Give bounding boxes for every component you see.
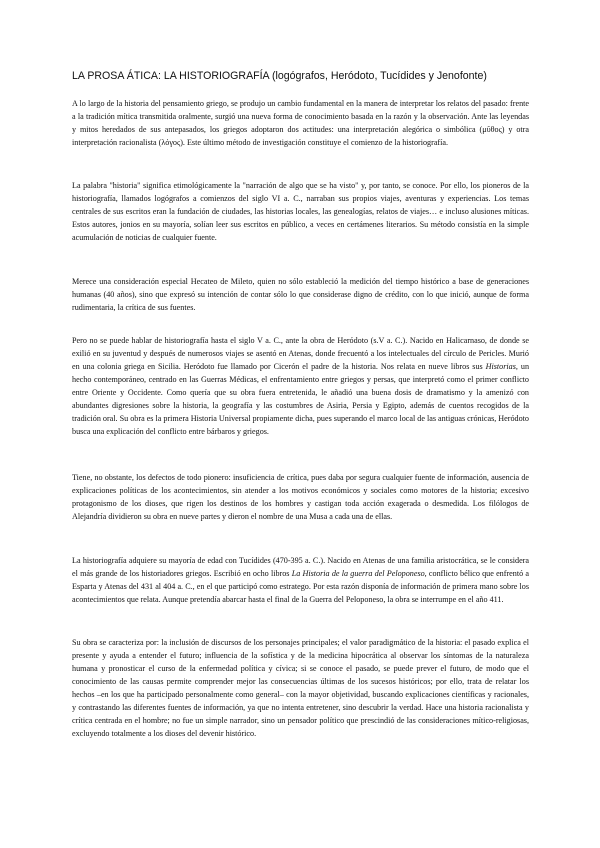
paragraph-herodoto-defectos: Tiene, no obstante, los defectos de todo pionero: insuficiencia de crítica, pues daba por segura cualquier fuente de información, ausencia de explicaciones políticas de los acontecimientos, sin atender a los motivos económicos y sociales como motores de la historia; excesivo protagonismo de los dioses, que rigen los destinos de los hombres y castigan toda acción exagerada o desmedida. Los filólogos de Alejandría dividieron su obra en nueve partes y dieron el nombre de una Musa a cada una de ellas. <box>72 473 529 522</box>
paragraph-hecateo: Merece una consideración especial Hecateo de Mileto, quien no sólo estableció la medición del tiempo histórico a base de generaciones humanas (40 años), sino que expresó su intención de contar sólo lo que considerase digno de crédito, con lo que inició, aunque de forma rudimentaria, la crítica de sus fuentes. <box>72 277 529 313</box>
tucidides-work-title: La Historia de la guerra del Peloponeso <box>291 569 425 579</box>
paragraph-tucidides <box>72 554 529 606</box>
document-title: LA PROSA ÁTICA: LA HISTORIOGRAFÍA (logógrafos, Heródoto, Tucídides y Jenofonte) <box>72 70 487 82</box>
paragraph-intro: A lo largo de la historia del pensamiento griego, se produjo un cambio fundamental en la manera de interpretar los relatos del pasado: frente a la tradición mítica transmitida oralmente, surgió una nueva forma de conocimiento basada en la razón y la observación. Ante las leyendas y mitos heredados de sus antepasados, los griegos adoptaron dos actitudes: una interpretación alegórica o simbólica (μῦθος) y otra interpretación racionalista (λόγος). Este último método de investigación constituye el comienzo de la historiografía. <box>72 99 529 148</box>
paragraph-herodoto <box>72 334 529 438</box>
paragraph-logografos: La palabra "historia" significa etimológicamente la "narración de algo que se ha visto" y, por tanto, se conoce. Por ello, los pioneros de la historiografía, llamados logógrafos a comienzos del siglo VI a. C., narraban sus propios viajes, aventuras y experiencias. Los temas centrales de sus escritos eran la fundación de ciudades, las historias locales, las genealogías, relatos de viajes… e incluso alusiones míticas. Estos autores, jonios en su mayoría, solían leer sus escritos en público, a veces en certámenes literarios. Su método consistía en la simple acumulación de noticias de cualquier fuente. <box>72 181 529 243</box>
herodoto-work-title: Historias <box>485 362 516 372</box>
paragraph-tucidides-obra: Su obra se caracteriza por: la inclusión de discursos de los personajes principales; el valor paradigmático de la historia: el pasado explica el presente y ayuda a entender el futuro; influencia de la sofística y de la medicina hipocrática al observar los síntomas de la naturaleza humana y pronosticar el curso de la enfermedad política y cívica; si se conoce el pasado, se puede prever el futuro, de modo que el conocimiento de las causas permite comprender mejor las consecuencias últimas de los sucesos históricos; por ello, trata de relatar los hechos –en los que ha participado personalmente como general– con la mayor objetividad, buscando explicaciones científicas y racionales, y contrastando las diferentes fuentes de información, ya que no intenta entretener, sino descubrir la verdad. Hace una historia racionalista y crítica centrada en el hombre; no fue un simple narrador, sino un pensador político que prescindió de las consideraciones mítico-religiosas, excluyendo totalmente a los dioses del devenir histórico. <box>72 638 529 739</box>
tucidides-text-start: La historiografía adquiere su mayoría de edad con Tucídides (470-395 a. C.). Nacido en Atenas de una familia aristocrática, se le considera el más grande de los historiadores griegos. Escribió en ocho libros <box>72 556 529 579</box>
herodoto-text-start: Pero no se puede hablar de historiografía hasta el siglo V a. C., ante la obra de Heródoto (s.V a. C.). Nacido en Halicarnaso, de donde se exilió en su juventud y después de numerosos viajes se asentó en Atenas, donde frecuentó a los intelectuales del círculo de Pericles. Murió en una colonia griega en Sicilia. Heródoto fue llamado por Cicerón el padre de la historia. Nos relata en nueve libros sus <box>72 336 529 372</box>
tucidides-text-end: , conflicto bélico que enfrentó a Esparta y Atenas del 431 al 404 a. C., en el que participó como estratego. Por esta razón disponía de información de primera mano sobre los acontecimientos que relata. Aunque pretendía abarcar hasta el final de la Guerra del Peloponeso, la obra se interrumpe en el año 411. <box>72 569 529 605</box>
herodoto-text-end: , un hecho contemporáneo, centrado en las Guerras Médicas, el enfrentamiento entre griegos y persas, que interpretó como el primer conflicto entre Oriente y Occidente. Como quería que su obra fuera entretenida, le añadió una buena dosis de dramatismo y la amenizó con abundantes digresiones sobre la historia, la geografía y las costumbres de Asiria, Persia y Egipto, además de cuentos recogidos de la tradición oral. Su obra es la primera Historia Universal propiamente dicha, pues superando el marco local de las antiguas crónicas, Heródoto busca una explicación del conflicto entre bárbaros y griegos. <box>72 362 530 437</box>
